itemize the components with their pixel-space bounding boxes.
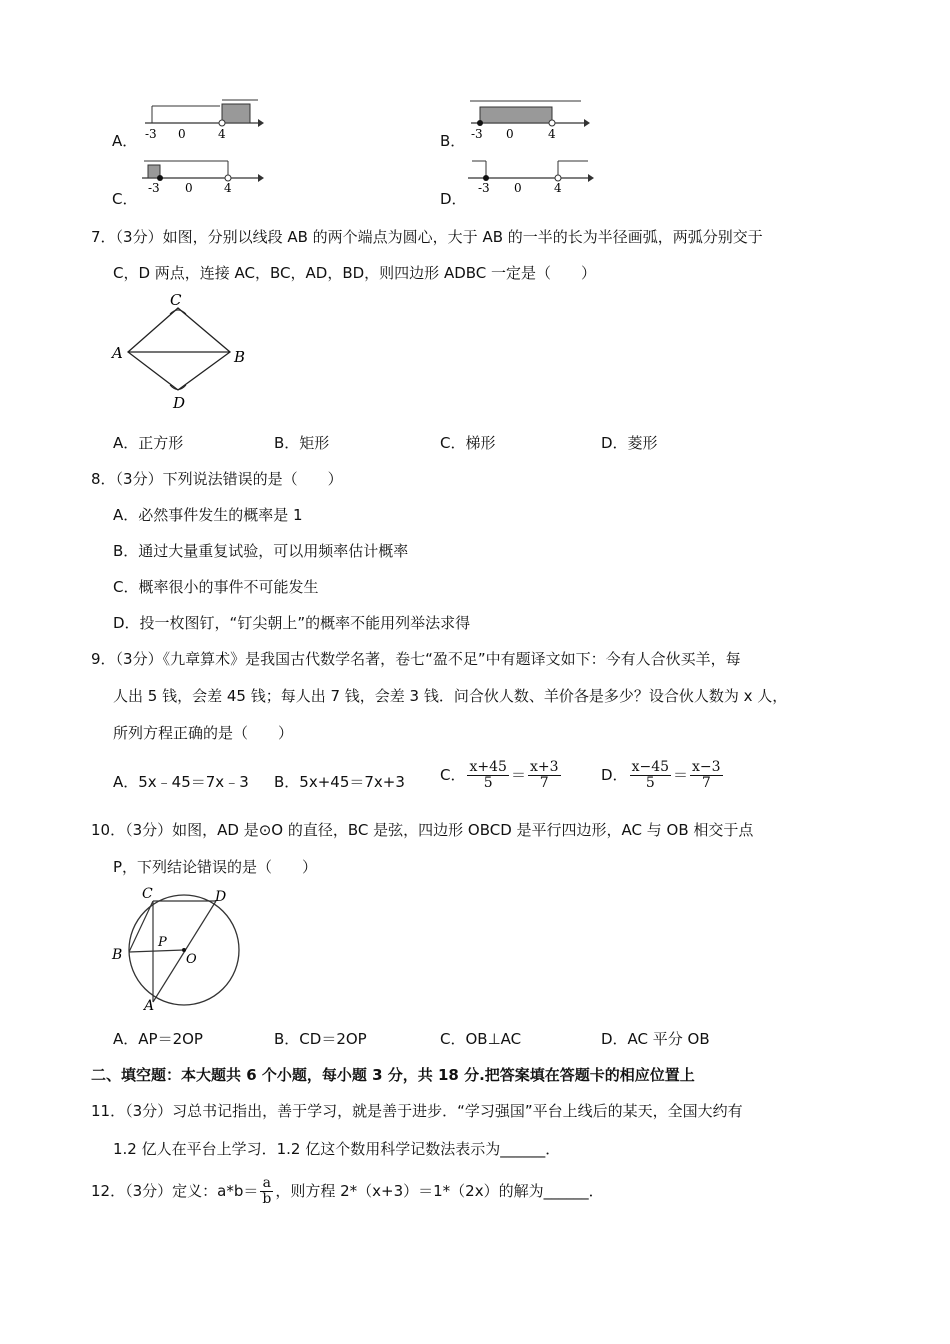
q8-option-d: D．投一枚图钉，“钉尖朝上”的概率不能用列举法求得	[113, 614, 471, 632]
tick-label: 0	[506, 127, 514, 141]
tick-label: 0	[185, 181, 193, 195]
point-d-label: D	[215, 889, 227, 905]
tick-label: 4	[218, 127, 226, 141]
q9-option-a: A．5x﹣45＝7x﹣3	[113, 773, 249, 791]
q6-option-a-label: A．	[112, 132, 138, 150]
q9-stem-line2: 人出 5 钱，会差 45 钱；每人出 7 钱，会差 3 钱．问合伙人数、羊价各是多少？设合伙人数为 x 人，	[113, 687, 788, 705]
q7-option-c: C．梯形	[440, 434, 496, 452]
tick-label: -3	[145, 127, 157, 141]
fraction: $\frac{x+3}{7}$	[529, 759, 559, 791]
point-c-label: C	[170, 291, 182, 309]
tick-label: 4	[554, 181, 562, 195]
q7-option-d: D．菱形	[601, 434, 658, 452]
q6-option-d-label: D．	[440, 190, 467, 208]
tick-label: -3	[471, 127, 483, 141]
q9-option-c-label: C．	[440, 766, 466, 784]
point-a-label: A	[112, 344, 123, 362]
q7-stem-line2: C，D 两点，连接 AC，BC，AD，BD，则四边形 ADBC 一定是（ ）	[113, 264, 597, 282]
q7-option-a: A．正方形	[113, 434, 184, 452]
q10-option-c: C．OB⊥AC	[440, 1030, 522, 1048]
q9-option-c: C． $\frac{x+45}{5}$ ＝ $\frac{x+3}{7}$	[440, 759, 559, 791]
q6-numberline-d	[466, 157, 596, 197]
q9-option-d-label: D．	[601, 766, 628, 784]
point-c-label: C	[142, 886, 153, 902]
q8-option-c: C．概率很小的事件不可能发生	[113, 578, 319, 596]
q10-option-a: A．AP＝2OP	[113, 1030, 203, 1048]
q6-numberline-c	[140, 157, 265, 197]
q6-option-c-label: C．	[112, 190, 138, 208]
tick-label: 4	[548, 127, 556, 141]
fraction: $\frac{x-45}{5}$	[631, 759, 670, 791]
fraction: $\frac{a}{b}$	[262, 1175, 272, 1207]
q7-rhombus-figure	[108, 290, 253, 415]
q6-option-b-label: B．	[440, 132, 466, 150]
point-b-label: B	[112, 947, 123, 963]
section-2-heading: 二、填空题：本大题共 6 个小题，每小题 3 分，共 18 分.把答案填在答题卡的相应位置上	[91, 1066, 695, 1084]
q10-stem-line1: 10．（3分）如图，AD 是⊙O 的直径，BC 是弦，四边形 OBCD 是平行四边形，AC 与 OB 相交于点	[91, 821, 754, 839]
tick-label: 0	[514, 181, 522, 195]
q11-stem-line1: 11．（3分）习总书记指出，善于学习，就是善于进步．“学习强国”平台上线后的某天，全国大约有	[91, 1102, 743, 1120]
point-b-label: B	[234, 348, 246, 366]
q11-stem-line2: 1.2 亿人在平台上学习．1.2 亿这个数用科学记数法表示为______．	[113, 1140, 561, 1158]
q8-stem: 8．（3分）下列说法错误的是（ ）	[91, 470, 343, 488]
q9-stem-line3: 所列方程正确的是（ ）	[113, 724, 294, 742]
point-d-label: D	[173, 394, 186, 412]
point-p-label: P	[158, 935, 167, 950]
q8-option-a: A．必然事件发生的概率是 1	[113, 506, 303, 524]
tick-label: 0	[178, 127, 186, 141]
q7-stem-line1: 7．（3分）如图，分别以线段 AB 的两个端点为圆心，大于 AB 的一半的长为半径画弧，两弧分别交于	[91, 228, 763, 246]
q7-option-b: B．矩形	[274, 434, 330, 452]
q12-stem: 12．（3分）定义：a*b＝ $\frac{a}{b}$ ，则方程 2*（x+3）＝1*（2x）的解为______．	[91, 1175, 604, 1207]
fraction: $\frac{x+45}{5}$	[469, 759, 507, 791]
q10-circle-figure	[108, 884, 248, 1014]
q10-option-d: D．AC 平分 OB	[601, 1030, 710, 1048]
q9-option-b: B．5x+45＝7x+3	[274, 773, 405, 791]
tick-label: -3	[478, 181, 490, 195]
q10-option-b: B．CD＝2OP	[274, 1030, 367, 1048]
q6-numberline-b	[466, 98, 591, 144]
q9-option-d: D． $\frac{x-45}{5}$ ＝ $\frac{x-3}{7}$	[601, 759, 721, 791]
q9-stem-line1: 9．（3分）《九章算术》是我国古代数学名著，卷七“盈不足”中有题译文如下：今有人合伙买羊，每	[91, 650, 741, 668]
tick-label: -3	[148, 181, 160, 195]
tick-label: 4	[224, 181, 232, 195]
point-a-label: A	[144, 998, 155, 1014]
q8-option-b: B．通过大量重复试验，可以用频率估计概率	[113, 542, 409, 560]
point-o-label: O	[186, 952, 197, 967]
q6-numberline-a	[140, 98, 265, 144]
fraction: $\frac{x-3}{7}$	[692, 759, 721, 791]
q10-stem-line2: P，下列结论错误的是（ ）	[113, 858, 318, 876]
